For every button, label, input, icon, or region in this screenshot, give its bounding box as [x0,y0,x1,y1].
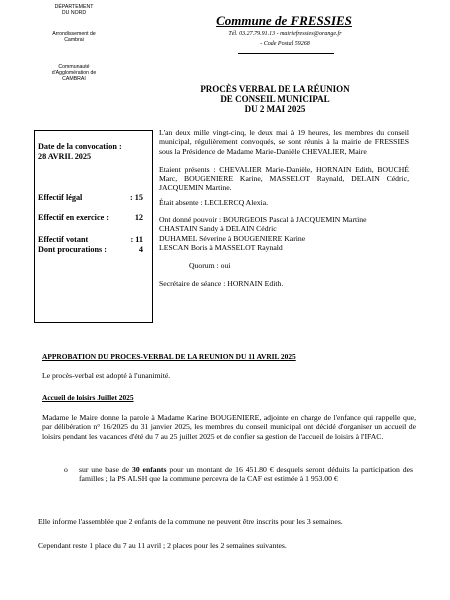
accueil-title: Accueil de loisirs Juillet 2025 [42,393,134,402]
pv-title-line-2: DE CONSEIL MUNICIPAL [220,94,330,104]
bullet-text-after: pour un montant de 16 451.80 € desquels seront déduits la participation des familles ; la PS ALSH que la commune percevra de la CAF est estimée à 1 953.00 € [79,465,414,484]
pouvoir-line-3: DUHAMEL Séverine à BOUGENIERE Karine [159,233,306,243]
contact-line: Tél. 03.27.79.91.13 - mairiefressies@orange.fr [228,31,342,37]
arrondissement-line-1: Arrondissement de [52,31,96,37]
pouvoir-line-2: CHASTAIN Sandy à DELAIN Cédric [159,224,277,234]
info-text: Elle informe l'assemblée que 2 enfants de la commune ne peuvent être inscrits pour les 3 semaines. [38,517,343,526]
secretaire-line: Secrétaire de séance : HORNAIN Edith. [159,278,284,288]
approbation-text: Le procès-verbal est adopté à l'unanimité. [42,371,171,380]
effectif-exercice-label: Effectif en exercice : [38,213,109,222]
procurations-label: Dont procurations : [38,245,107,254]
pouvoirs-block [159,215,409,252]
communaute-line-3: CAMBRAI [62,76,86,83]
postal-line: - Code Postal 59268 [260,41,310,47]
procurations-value: 4 [138,245,143,254]
cependant-text: Cependant reste 1 place du 7 au 11 avril ; 2 places pour les 2 semaines suivantes. [38,541,287,550]
meeting-details [159,128,409,288]
arrondissement-line-2: Cambrai [64,37,84,44]
effectif-legal-label: Effectif légal [38,193,83,202]
convocation-label: Date de la convocation : [38,142,122,151]
pv-title [150,84,400,114]
arrondissement-block [34,31,114,43]
pv-title-line-3: DU 2 MAI 2025 [244,104,306,114]
effectif-legal-value: : 15 [130,193,143,202]
department-line-2: DU NORD [61,10,87,17]
department-line-1: DÉPARTEMENT [54,4,94,10]
pouvoir-line-1: Ont donné pouvoir : BOURGEOIS Pascal à JACQUEMIN Martine [159,215,367,225]
department-block [34,4,114,16]
effectif-votant-label: Effectif votant [38,235,89,244]
commune-title: Commune de FRESSIES [216,13,352,28]
pouvoir-line-4: LESCAN Boris à MASSELOT Raynald [159,242,283,252]
bullet-text [79,465,413,484]
bullet-text-before: sur une base de [79,465,132,474]
approbation-title: APPROBATION DU PROCES-VERBAL DE LA REUNION DU 11 AVRIL 2025 [42,352,296,361]
accueil-text: Madame le Maire donne la parole à Madame Karine BOUGENIERE, adjointe en charge de l'enfance qui rappelle que, par délibération n° 16/2025 du 31 janvier 2025, les membres du conseil municipal ont décidé d'organiser un accueil de loisirs pendant les vacances d'été du 7 au 25 juillet 2025 et de confier sa gestion de l'accueil de loisirs à l'IFAC. [42,413,416,441]
effectif-exercice-value: 12 [134,213,143,222]
absente-paragraph: Était absente : LECLERCQ Alexia. [159,197,269,207]
header-rule [238,53,334,54]
left-summary-box [34,130,153,323]
communaute-line-2: d'Agglomération de [51,70,97,77]
communaute-block [34,64,114,83]
effectif-votant-value: : 11 [130,235,143,244]
intro-paragraph: L'an deux mille vingt-cinq, le deux mai à 19 heures, les membres du conseil municipal, régulièrement convoqués, se sont réunis à la mairie de FRESSIES sous la Présidence de Madame Marie-Danièle CHEVALIER, Maire [159,128,409,156]
convocation-date: 28 AVRIL 2025 [38,151,92,161]
quorum-line: Quorum : oui [189,261,231,271]
communaute-line-1: Communauté [58,64,90,70]
pv-title-line-1: PROCÈS VERBAL DE LA RÉUNION [200,84,350,94]
bullet-text-bold: 30 enfants [131,465,167,474]
bullet-marker: o [64,465,68,474]
presents-paragraph: Etaient présents : CHEVALIER Marie-Danièle, HORNAIN Edith, BOUCHÉ Marc, BOUGENIERE Karine, MASSELOT Raynald, DELAIN Cédric, JACQUEMIN Martine. [159,164,409,193]
